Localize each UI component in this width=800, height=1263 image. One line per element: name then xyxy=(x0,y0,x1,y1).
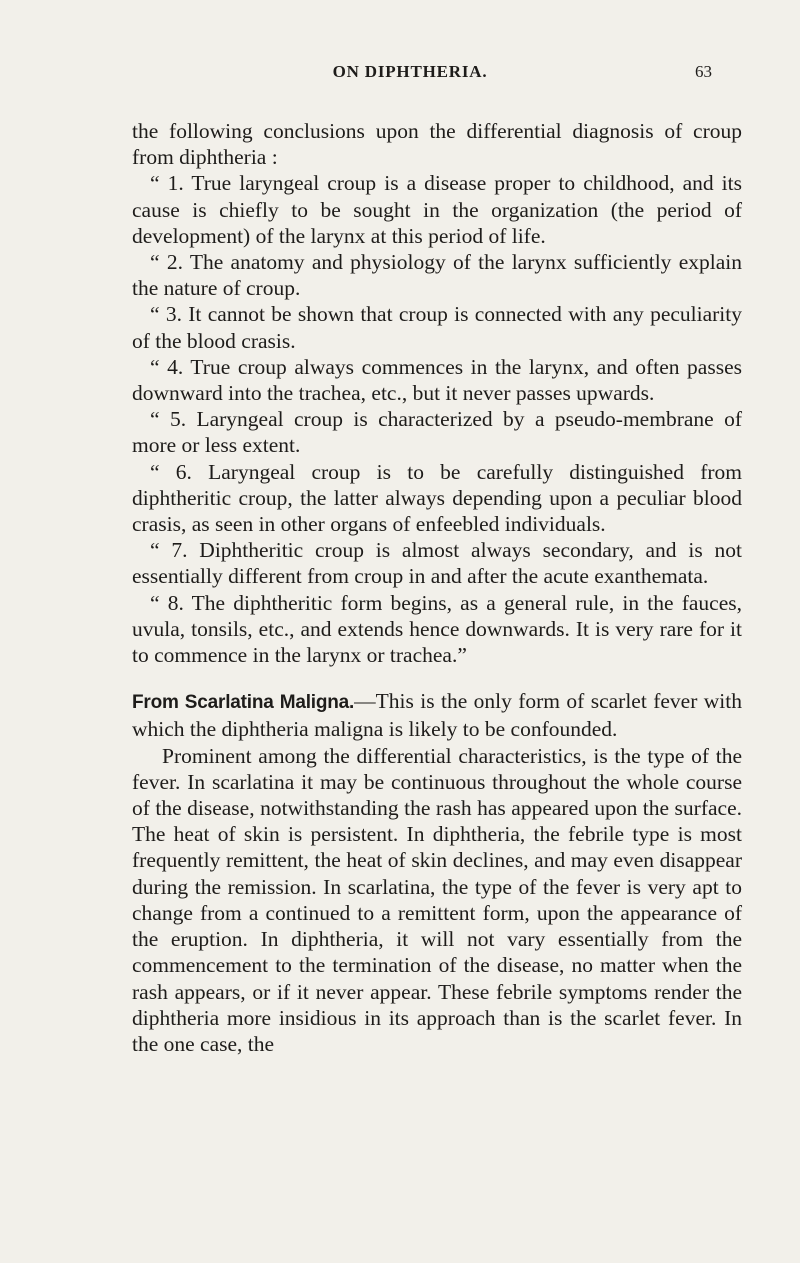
intro-paragraph: the following conclusions upon the differential diagnosis of croup from diphtheria : xyxy=(132,119,742,170)
conclusion-item: “ 4. True croup always commences in the larynx, and often passes downward into the trachea, etc., but it never passes upwards. xyxy=(132,354,742,406)
conclusion-item: “ 1. True laryngeal croup is a disease proper to childhood, and its cause is chiefly to be sought in the organization (the period of development) of the larynx at this period of life. xyxy=(132,171,742,248)
conclusion-item: “ 7. Diphtheritic croup is almost always secondary, and is not essentially different from croup in and after the acute exanthemata. xyxy=(132,538,742,589)
conclusion-item: “ 6. Laryngeal croup is to be carefully distinguished from diphtheritic croup, the latter always depending upon a peculiar blood crasis, as seen in other organs of enfeebled individuals. xyxy=(132,459,742,537)
text-body xyxy=(132,118,742,1057)
section-lead-text: —This is the only form of scarlet fever with which the diphtheria maligna is likely to be confounded. xyxy=(132,689,742,742)
conclusion-item: “ 5. Laryngeal croup is characterized by a pseudo-membrane of more or less extent. xyxy=(132,407,742,458)
conclusion-item: “ 8. The diphtheritic form begins, as a general rule, in the fauces, uvula, tonsils, etc., and extends hence downwards. It is very rare for it to commence in the larynx or trachea.” xyxy=(132,590,742,668)
running-head xyxy=(130,62,712,90)
section-paragraph xyxy=(132,688,742,742)
conclusion-item: “ 2. The anatomy and physiology of the larynx sufficiently explain the nature of croup. xyxy=(132,250,742,301)
running-title: ON DIPHTHERIA. xyxy=(332,62,488,81)
page-number: 63 xyxy=(695,62,712,81)
conclusion-item: “ 3. It cannot be shown that croup is connected with any peculiarity of the blood crasis. xyxy=(132,302,742,353)
body-paragraph: Prominent among the differential characteristics, is the type of the fever. In scarlatina it may be continuous throughout the whole course of the disease, notwithstanding the rash has appeared upon the surface. The heat of skin is persistent. In diphtheria, the febrile type is most frequently remittent, the heat of skin declines, and may even disappear during the remission. In scarlatina, the type of the fever is very apt to change from a continued to a remittent form, upon the appearance of the eruption. In diphtheria, it will not vary essentially from the commencement to the termination of the disease, no matter when the rash appears, or if it never appear. These febrile symptoms render the diphtheria more insidious in its approach than is the scarlet fever. In the one case, the xyxy=(132,743,742,1056)
section-heading: From Scarlatina Maligna. xyxy=(132,692,355,714)
